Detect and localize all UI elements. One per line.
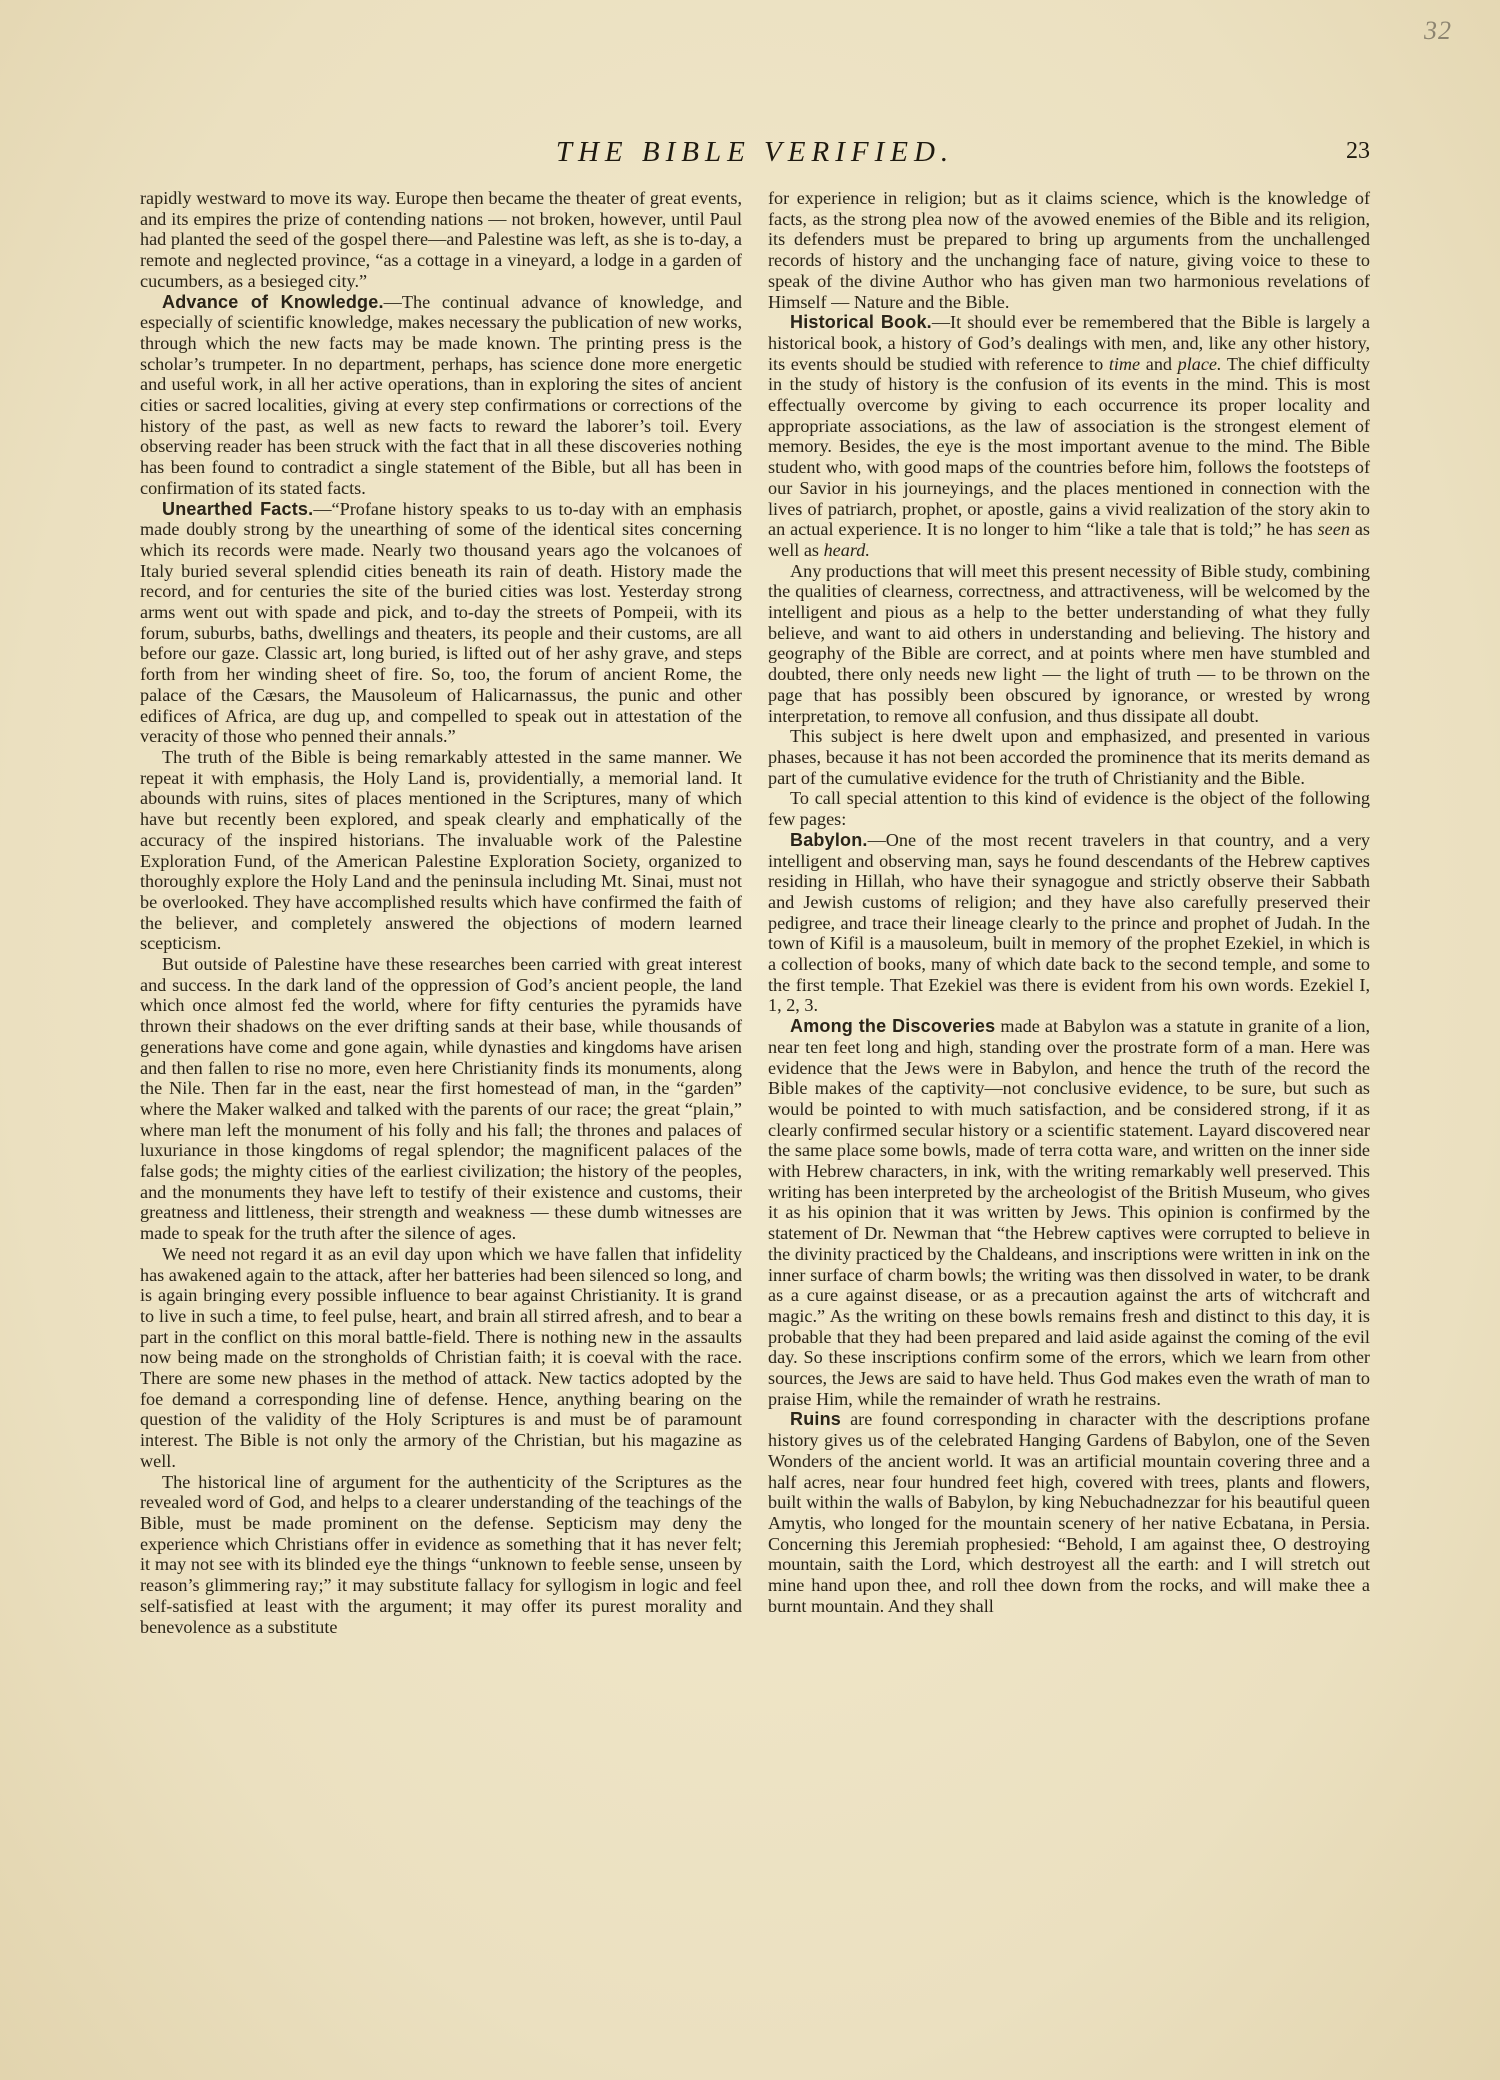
text-columns <box>140 188 1370 1637</box>
paragraph-text: for experience in religion; but as it claims science, which is the knowledge of facts, as the strong plea now of the avowed enemies of the Bible and its religion, its defenders must be prepared to bring up arguments from the unchallenged records of history and the unchanging face of nature, giving voice to these to speak of the divine Author who has given man two harmonious revelations of Himself — Nature and the Bible. <box>768 188 1370 312</box>
pencil-page-mark: 32 <box>1424 16 1452 45</box>
section-heading: Babylon. <box>790 829 868 850</box>
paragraph-text: —“Profane history speaks to us to-day with an emphasis made doubly strong by the unearthing of some of the identical sites concerning which its records were made. Nearly two thousand years ago the volcanoes of Italy buried several splendid cities beneath its rain of death. History made the record, and for centuries the site of the buried cities was lost. Yesterday strong arms went out with spade and pick, and to-day the streets of Pompeii, with its forum, suburbs, baths, dwellings and theaters, its people and their customs, are all before our gaze. Classic art, long buried, is lifted out of her ashy grave, and steps forth from her winding sheet of fire. So, too, the forum of ancient Rome, the palace of the Cæsars, the Mausoleum of Halicarnassus, the punic and other edifices of Africa, are dug up, and compelled to speak out in attestation of the veracity of those who penned their annals.” <box>140 498 742 747</box>
paragraph-text: —It should ever be remembered that the Bible is largely a historical book, a history of God’s dealings with men, and, like any other history, its events should be studied with reference to <box>768 312 1370 374</box>
emphasis-text: time <box>1108 353 1141 374</box>
paragraph <box>768 1016 1370 1409</box>
paragraph <box>140 1472 742 1638</box>
paragraph <box>768 561 1370 727</box>
paragraph-text: are found corresponding in character with the descriptions profane history gives us of the celebrated Hanging Gardens of Babylon, one of the Seven Wonders of the ancient world. It was an artificial mountain covering three and a half acres, near four hundred feet high, covered with trees, plants and flowers, built within the walls of Babylon, by king Nebuchadnezzar for his beautiful queen Amytis, who longed for the mountain scenery of her native Ecbatana, in Persia. Concerning this Jeremiah prophesied: “Behold, I am against thee, O destroying mountain, saith the Lord, which destroyest all the earth: and I will stretch out mine hand upon thee, and roll thee down from the rocks, and will make thee a burnt mountain. And they shall <box>768 1409 1370 1616</box>
paragraph <box>768 726 1370 788</box>
paragraph <box>140 954 742 1244</box>
paragraph-text: The chief difficulty in the study of history is the confusion of its events in the mind. This is most effectually overcome by giving to each occurrence its proper locality and appropriate associations, as the law of association is the strongest element of memory. Besides, the eye is the most important avenue to the mind. The Bible student who, with good maps of the countries before him, follows the footsteps of our Savior in his journeyings, and the places mentioned in connection with the lives of patriarch, prophet, or apostle, gains a vivid realization of the story akin to an actual experience. It is no longer to him “like a tale that is told;” he has <box>768 353 1371 540</box>
paragraph-text: But outside of Palestine have these researches been carried with great interest and success. In the dark land of the oppression of God’s ancient people, the land which once almost fed the world, where for fifty centuries the pyramids have thrown their shadows on the ever drifting sands at their base, while thousands of generations have come and gone again, while dynasties and kingdoms have arisen and then fallen to rise no more, even here Christianity finds its monuments, along the Nile. Then far in the east, near the first homestead of man, in the “garden” where the Maker walked and talked with the parents of our race; the great “plain,” where man left the monument of his folly and his fall; the thrones and palaces of luxuriance in those kingdoms of regal splendor; the magnificent palaces of the false gods; the mighty cities of the earliest civilization; the history of the peoples, and the monuments they have left to testify of their existence and customs, their greatness and littleness, their strength and weakness — these dumb witnesses are made to speak for the truth after the silence of ages. <box>140 954 742 1244</box>
section-heading: Historical Book. <box>790 312 932 333</box>
right-column <box>768 188 1370 1637</box>
paragraph-text: We need not regard it as an evil day upon which we have fallen that infidelity has awakened again to the attack, after her batteries had been silenced so long, and is again bringing every possible influence to bear against Christianity. It is grand to live in such a time, to feel pulse, heart, and brain all stirred afresh, and to bear a part in the conflict on this moral battle-field. There is nothing new in the assaults now being made on the strongholds of Christian faith; it is coeval with the race. There are some new phases in the method of attack. New tactics adopted by the foe demand a corresponding line of defense. Hence, anything bearing on the question of the validity of the Holy Scriptures is and must be of paramount interest. The Bible is not only the armory of the Christian, but his magazine as well. <box>140 1243 742 1471</box>
section-heading: Ruins <box>790 1409 842 1430</box>
paragraph-text: Any productions that will meet this present necessity of Bible study, combining the qualities of clearness, correctness, and attractiveness, will be welcomed by the intelligent and pious as a help to the better understanding of what they fully believe, and want to aid others in understanding and believing. The history and geography of the Bible are correct, and at points where men have stumbled and doubted, there only needs new light — the light of truth — to be thrown on the page that has possibly been obscured by ignorance, or wrested by wrong interpretation, to remove all confusion, and thus dissipate all doubt. <box>768 560 1370 726</box>
running-head: THE BIBLE VERIFIED. <box>555 136 955 168</box>
left-column <box>140 188 742 1637</box>
paragraph <box>768 312 1370 560</box>
section-heading: Among the Discoveries <box>790 1016 996 1037</box>
page-number: 23 <box>1346 138 1370 164</box>
paragraph-text: The truth of the Bible is being remarkably attested in the same manner. We repeat it with emphasis, the Holy Land is, providentially, a memorial land. It abounds with ruins, sites of places mentioned in the Scriptures, many of which have but recently been explored, and speak clearly and emphatically of the accuracy of the inspired historians. The invaluable work of the Palestine Exploration Fund, of the American Palestine Exploration Society, organized to thoroughly explore the Holy Land and the peninsula including Mt. Sinai, must not be overlooked. They have accomplished results which have confirmed the faith of the believer, and completely answered the objections of modern learned scepticism. <box>140 746 742 954</box>
paragraph-text: made at Babylon was a statute in granite of a lion, near ten feet long and high, standing over the prostrate form of a man. Here was evidence that the Jews were in Babylon, and hence the truth of the record the Bible makes of the captivity—not conclusive evidence, to be sure, but such as would be pointed to with much satisfaction, and be considered strong, if it as clearly confirmed secular history or a scientific statement. Layard discovered near the same place some bowls, made of terra cotta ware, and written on the inner side with Hebrew characters, in ink, with the writing remarkably well preserved. This writing has been interpreted by the archeologist of the British Museum, who gives it as his opinion that it was written by Jews. This opinion is confirmed by the statement of Dr. Newman that “the Hebrew captives were corrupted to believe in the divinity practiced by the Chaldeans, and inscriptions were written in ink on the inner surface of charm bowls; the writing was then dissolved in water, to be drank as a cure against disease, or as a precaution against the arts of witchcraft and magic.” As the writing on these bowls remains fresh and distinct to this day, it is probable that they had been prepared and laid aside against the coming of the evil day. So these inscriptions confirm some of the errors, which we learn from other sources, the Jews are said to have held. Thus God makes even the wrath of man to praise Him, while the remainder of wrath he restrains. <box>768 1016 1370 1409</box>
paragraph <box>768 188 1370 312</box>
emphasis-text: place. <box>1177 353 1222 374</box>
paragraph <box>140 1244 742 1472</box>
paragraph <box>768 1409 1370 1616</box>
paragraph <box>768 788 1370 829</box>
paragraph <box>140 188 742 292</box>
paragraph-text: —The continual advance of knowledge, and especially of scientific knowledge, makes necessary the publication of new works, through which the new facts may be made known. The printing press is the scholar’s trumpeter. In no department, perhaps, has science done more energetic and useful work, in all her active operations, than in exploring the sites of ancient cities or sacred localities, giving at every step confirmations or corrections of the history of the past, as well as new facts to reward the laborer’s toil. Every observing reader has been struck with the fact that in all these discoveries nothing has been found to contradict a single statement of the Bible, but all has been in confirmation of its stated facts. <box>140 291 742 498</box>
paragraph-text: and <box>1140 353 1178 374</box>
paragraph-text: rapidly westward to move its way. Europe then became the theater of great events, and its empires the prize of contending nations — not broken, however, until Paul had planted the seed of the gospel there—and Palestine was left, as she is to-day, a remote and neglected province, “as a cottage in a vineyard, a lodge in a garden of cucumbers, as a besieged city.” <box>140 188 742 291</box>
paragraph <box>140 747 742 954</box>
paragraph <box>768 830 1370 1016</box>
paragraph <box>140 499 742 747</box>
emphasis-text: seen <box>1317 519 1350 540</box>
paragraph-text: as well as <box>768 519 1370 560</box>
section-heading: Unearthed Facts. <box>162 498 314 519</box>
page-header <box>140 136 1370 176</box>
paragraph-text: The historical line of argument for the authenticity of the Scriptures as the revealed word of God, and helps to a clearer understanding of the teachings of the Bible, must be made prominent on the defense. Septicism may deny the experience which Christians offer in evidence as something that it has never felt; it may not see with its blinded eye the things “unknown to feeble sense, unseen by reason’s glimmering ray;” it may substitute fallacy for syllogism in logic and feel self-satisfied at least with the argument; it may offer its purest morality and benevolence as a substitute <box>140 1471 742 1637</box>
emphasis-text: heard. <box>823 539 870 560</box>
section-heading: Advance of Knowledge. <box>162 291 384 312</box>
paragraph-text: This subject is here dwelt upon and emphasized, and presented in various phases, because it has not been accorded the prominence that its merits demand as part of the cumulative evidence for the truth of Christianity and the Bible. <box>768 726 1370 788</box>
paragraph-text: To call special attention to this kind of evidence is the object of the following few pages: <box>768 788 1370 830</box>
paragraph <box>140 292 742 499</box>
paragraph-text: —One of the most recent travelers in that country, and a very intelligent and observing man, says he found descendants of the Hebrew captives residing in Hillah, who have their synagogue and strictly observe their Sabbath and Jewish customs of religion; and they have also carefully preserved their pedigree, and trace their lineage clearly to the prince and prophet of Judah. In the town of Kifil is a mausoleum, built in memory of the prophet Ezekiel, in which is a collection of books, many of which date back to the second temple, and some to the first temple. That Ezekiel was there is evident from his own words. Ezekiel I, 1, 2, 3. <box>768 829 1370 1016</box>
